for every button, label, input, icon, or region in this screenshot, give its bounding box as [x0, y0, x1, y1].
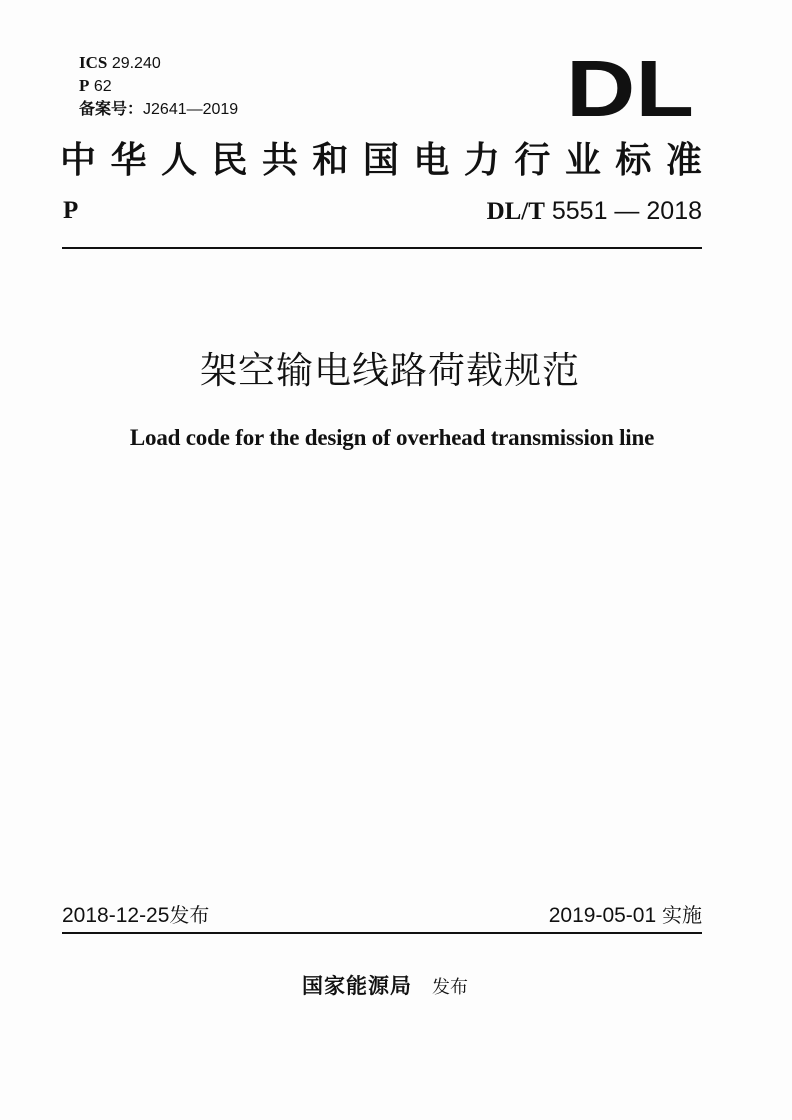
document-title-chinese: 架空输电线路荷载规范: [200, 349, 580, 392]
implementation-date-value: 2019-05-01: [548, 904, 657, 927]
class-key: P: [79, 76, 90, 95]
issuing-standard-type-title: [60, 138, 702, 182]
org-title-char: 行: [514, 139, 551, 181]
bottom-divider: [62, 932, 702, 934]
org-title-char: 准: [665, 139, 702, 181]
org-title-char: 标: [615, 139, 652, 181]
ics-key: ICS: [79, 53, 108, 72]
ics-value: 29.240: [111, 55, 161, 72]
org-title-char: 人: [160, 139, 197, 181]
org-title-char: 华: [110, 139, 147, 181]
record-value: J2641—2019: [143, 101, 239, 118]
implementation-date-label: 实施: [662, 903, 702, 927]
implementation-date: [549, 901, 702, 930]
document-title-english: Load code for the design of overhead transmission line: [129, 425, 655, 450]
standard-number-prefix: DL/T: [486, 198, 545, 225]
publisher: [0, 970, 792, 1000]
top-divider: [62, 247, 702, 249]
org-title-char: 电: [413, 139, 450, 181]
ics-code-row: [79, 52, 238, 75]
standard-number: [487, 196, 702, 227]
org-title-char: 民: [211, 139, 248, 181]
publisher-action: 发布: [432, 977, 468, 998]
org-title-char: 共: [261, 139, 298, 181]
org-title-char: 国: [362, 139, 399, 181]
org-title-char: 业: [564, 139, 601, 181]
dl-logo-text: DL: [566, 56, 694, 118]
org-title-char: 和: [312, 139, 349, 181]
org-title-char: 力: [463, 139, 500, 181]
class-value: 62: [93, 78, 112, 95]
class-code-row: [79, 75, 238, 98]
issue-date-value: 2018-12-25: [62, 904, 170, 927]
record-number-row: [79, 98, 238, 121]
dl-logo: [566, 56, 694, 118]
category-letter: P: [63, 197, 79, 224]
record-key: 备案号：: [79, 99, 144, 118]
org-title-char: 中: [60, 139, 97, 181]
issue-date: [62, 901, 209, 930]
publisher-org: 国家能源局: [302, 973, 412, 998]
issue-date-label: 发布: [169, 903, 210, 927]
standard-number-value: 5551 — 2018: [551, 197, 702, 225]
classification-block: [79, 52, 238, 121]
